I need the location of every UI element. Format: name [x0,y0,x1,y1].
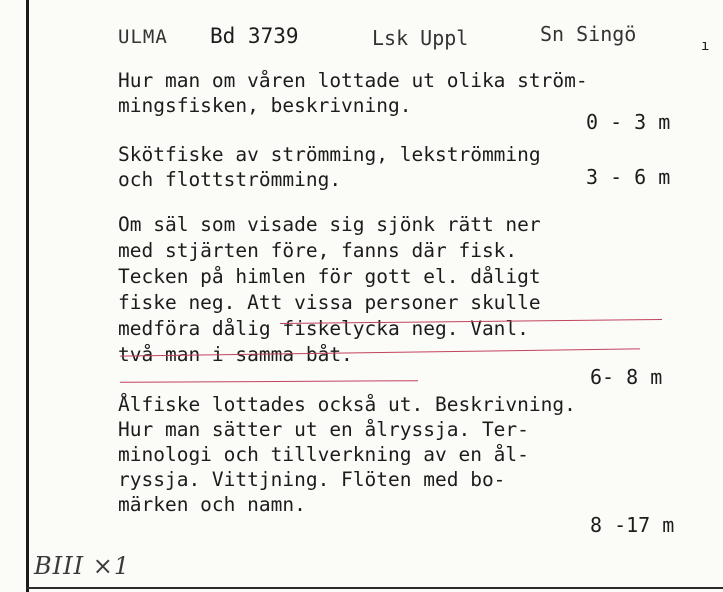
text-line: Skötfiske av strömming, lekströmming [118,143,541,166]
section-2-depth: 3 - 6 m [586,165,671,189]
text-line: minologi och tillverkning av en ål- [118,443,529,466]
text-line: mingsfisken, beskrivning. [118,94,412,117]
text-line: ryssja. Vittjning. Flöten med bo- [118,468,506,491]
text-line: medföra dålig fiskelycka neg. Vanl. [118,317,529,340]
card-mark: ı [701,38,710,54]
section-1-depth: 0 - 3 m [586,110,671,134]
text-line: Tecken på himlen för gott el. dåligt [118,265,541,288]
text-line: två man i samma båt. [118,343,353,366]
text-line: och flottströmming. [118,168,342,191]
handwritten-note: BIII ×1 [34,552,131,580]
volume-number: Bd 3739 [210,24,299,48]
province-label: Lsk Uppl [372,26,469,50]
section-1-text [118,68,588,118]
section-4-text [118,392,576,517]
section-3-depth: 6- 8 m [590,365,663,389]
text-line: Ålfiske lottades också ut. Beskrivning. [118,393,576,416]
text-line: fiske neg. Att vissa personer skulle [118,291,541,314]
text-line: Hur man sätter ut en ålryssja. Ter- [118,418,529,441]
section-2-text [118,142,541,192]
card-header [0,20,723,60]
text-line: med stjärten före, fanns där fisk. [118,239,518,262]
underline-mark [120,380,418,383]
parish-label: Sn Singö [540,22,637,46]
archive-code: ULMA [118,26,168,48]
text-line: märken och namn. [118,493,306,516]
text-line: Om säl som visade sig sjönk rätt ner [118,213,541,236]
text-line: Hur man om våren lottade ut olika ström- [118,69,588,92]
section-4-depth: 8 -17 m [590,513,675,537]
section-3-text [118,212,541,368]
